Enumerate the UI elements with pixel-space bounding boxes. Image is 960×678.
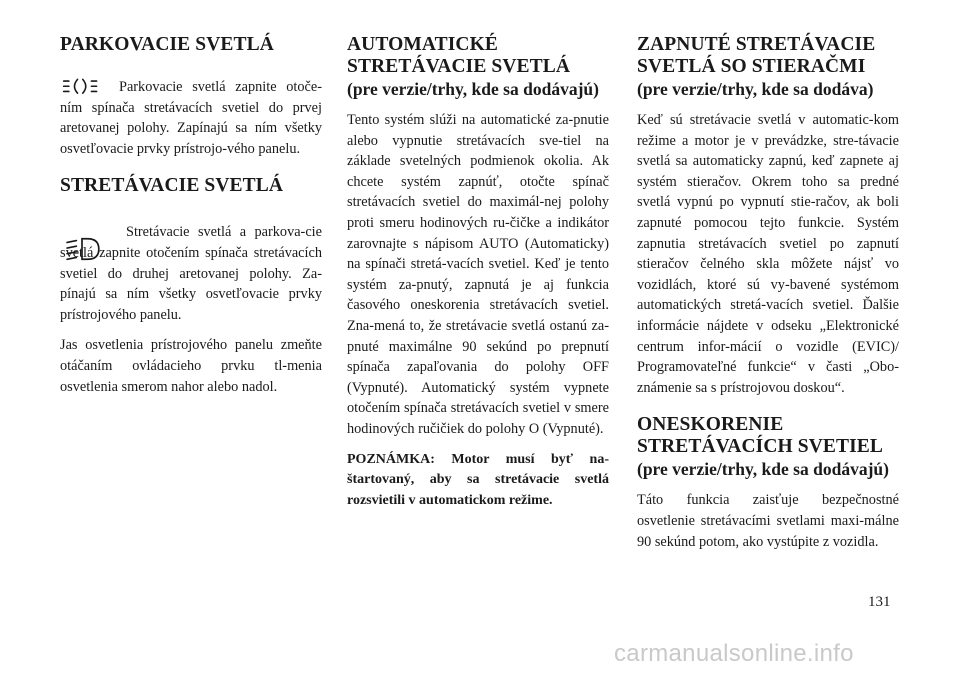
low-beam-icon	[60, 235, 104, 263]
dimmer-text: Jas osvetlenia prístrojového panelu zmeňte otáčaním ovládacieho prvku tl-menia osvetlenia smerom nahor alebo nadol.	[60, 337, 322, 395]
headlight-delay-text: Táto funkcia zaisťuje bezpečnostné osvetlenie stretávacími svetlami maxi-málne 90 sekúnd potom, ako vystúpite z vozidla.	[637, 492, 899, 550]
auto-headlights-text: Tento systém slúži na automatické za-pnutie alebo vypnutie stretávacích sve-tiel na základe svetelných podmienok okolia. Ak chcete systém zapnúť, otočte spínač stretávacích svetiel do maximál-nej polohy proti smeru hodinových ru-čičke a indikátor zarovnajte s nápisom AUTO (Automaticky) na spínači stretá-vacích svetiel. Keď je tento systém za-pnutý, zapnutá je aj funkcia časového oneskorenia stretávacích svetiel. Zna-mená to, že stretávacie svetlá ostanú za-pnuté maximálne 90 sekúnd po prepnutí spínača zapaľovania do polohy OFF (Vypnuté). Automatický systém vypnete otočením spínača stretávacích svetiel v smere hodinových ručičiek do polohy O (Vypnuté).	[347, 112, 609, 437]
note-text: POZNÁMKA: Motor musí byť na-štartovaný, aby sa stretávacie svetlá rozsvietili v automatickom režime.	[347, 451, 609, 508]
page-number: 131	[868, 594, 891, 610]
parking-lights-text: Parkovacie svetlá zapnite otoče-ním spínača stretávacích svetiel do prvej aretovanej polohy. Zapínajú sa ním všetky osvetľovacie prvky prístrojo-vého panelu.	[60, 79, 322, 157]
subheading-headlight-delay: (pre verzie/trhy, kde sa dodávajú)	[637, 459, 889, 480]
column-left	[60, 34, 322, 397]
column-middle	[347, 34, 609, 511]
wipers-headlights-text: Keď sú stretávacie svetlá v automatic-kom režime a motor je v prevádzke, stre-távacie svetlá sa automaticky zapnú, keď zapnete aj systém stieračov. Okrem toho sa predné svetlá vypnú po vypnutí stie-račov, ak boli zapnuté pomocou tejto funkcie. Systém zapnutia stretávacích svetiel po zapnutí stieračov čelného skla môžete nájsť vo vozidlách, ktoré sú vy-bavené systémom automatických stretá-vacích svetiel. Ďalšie informácie nájdete v odseku „Elektronické centrum infor-mácií o vozidle (EVIC)/ Programovateľné funkcie“ v časti „Obo-známenie sa s prístrojovou doskou“.	[637, 112, 899, 396]
heading-wipers-headlights: ZAPNUTÉ STRETÁVACIE SVETLÁ SO STIERAČMI	[637, 34, 876, 77]
heading-low-beam: STRETÁVACIE SVETLÁ	[60, 175, 284, 197]
watermark: carmanualsonline.info	[614, 640, 854, 667]
heading-auto-headlights: AUTOMATICKÉ STRETÁVACIE SVETLÁ	[347, 34, 571, 77]
column-right	[637, 34, 899, 552]
parking-lights-icon	[60, 75, 102, 101]
parking-lights-section	[60, 77, 322, 159]
heading-parking-lights: PARKOVACIE SVETLÁ	[60, 34, 274, 55]
subheading-auto-headlights: (pre verzie/trhy, kde sa dodávajú)	[347, 79, 599, 99]
low-beam-text: Stretávacie svetlá a parkova-cie svetlá zapnite otočením spínača stretávacích svetiel do druhej aretovanej polohy. Za-pínajú sa ním všetky osvetľovacie prvky prístrojového panelu.	[60, 224, 322, 323]
subheading-wipers-headlights: (pre verzie/trhy, kde sa dodáva)	[637, 79, 874, 99]
heading-headlight-delay: ONESKORENIE STRETÁVACÍCH SVETIEL	[637, 414, 884, 458]
low-beam-section	[60, 222, 322, 325]
